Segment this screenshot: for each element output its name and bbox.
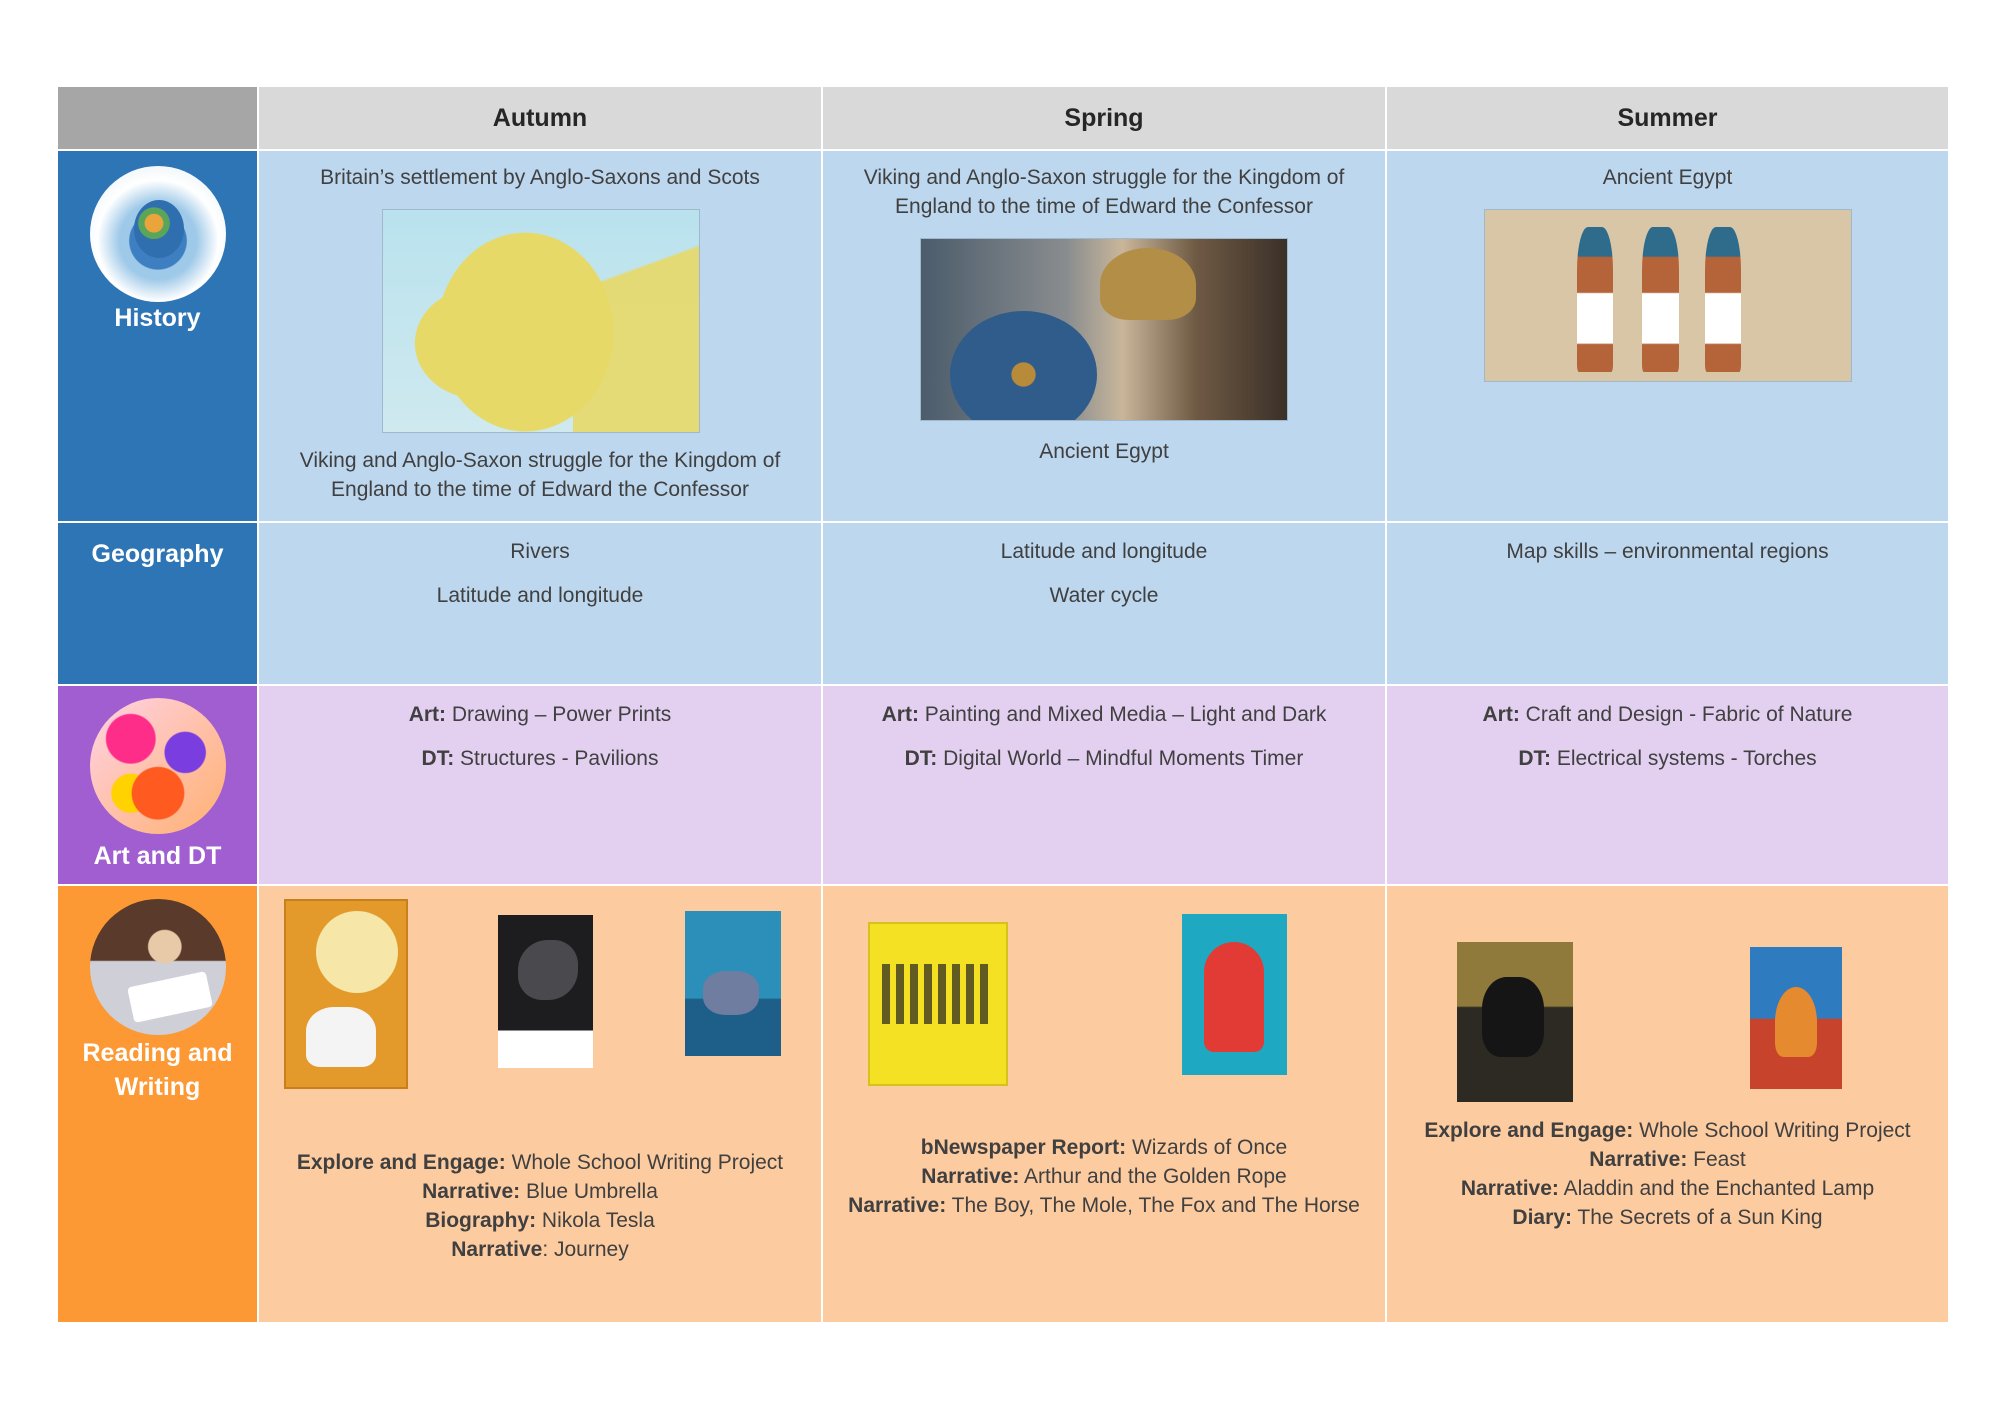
history-autumn-title: Britain’s settlement by Anglo-Saxons and Scots bbox=[320, 166, 760, 189]
art-dt-spring bbox=[823, 686, 1387, 886]
geography-side bbox=[58, 523, 259, 686]
header-autumn: Autumn bbox=[259, 87, 823, 151]
art-autumn-text: Drawing – Power Prints bbox=[446, 703, 672, 726]
art-dt-label: Art and DT bbox=[93, 842, 222, 870]
dt-autumn-text: Structures - Pavilions bbox=[454, 747, 659, 770]
reading-autumn bbox=[259, 886, 823, 1324]
geography-spring-1: Latitude and longitude bbox=[1000, 540, 1208, 563]
reading-writing-label bbox=[58, 1036, 257, 1104]
art-dt-side bbox=[58, 686, 259, 886]
reading-summer-item: Diary: The Secrets of a Sun King bbox=[1512, 1206, 1823, 1229]
book-cover-varjak-paw bbox=[1457, 942, 1573, 1102]
art-spring bbox=[823, 700, 1385, 729]
art-dt-summer bbox=[1387, 686, 1950, 886]
art-autumn bbox=[259, 700, 821, 729]
corner-header bbox=[58, 87, 259, 151]
reading-summer-list bbox=[1387, 1116, 1948, 1232]
history-autumn-subtitle-line2: England to the time of Edward the Confessor bbox=[331, 478, 749, 501]
book-cover-land-of-roar bbox=[1750, 947, 1842, 1089]
header-spring: Spring bbox=[823, 87, 1387, 151]
history-spring-title bbox=[823, 163, 1385, 221]
geography-spring-2: Water cycle bbox=[1049, 584, 1159, 607]
reading-writing-side bbox=[58, 886, 259, 1324]
history-side bbox=[58, 151, 259, 523]
history-spring-title-line2: England to the time of Edward the Confessor bbox=[895, 195, 1313, 218]
history-summer-title: Ancient Egypt bbox=[1602, 166, 1733, 189]
viking-battle-image bbox=[920, 238, 1288, 421]
history-autumn-subtitle-line1: Viking and Anglo-Saxon struggle for the Kingdom of bbox=[299, 449, 781, 472]
curriculum-table bbox=[58, 87, 1950, 1324]
dt-autumn bbox=[259, 744, 821, 773]
reading-autumn-item: Explore and Engage: Whole School Writing Project bbox=[296, 1151, 784, 1174]
book-cover-queens-nose bbox=[284, 899, 408, 1089]
geography-autumn-2: Latitude and longitude bbox=[436, 584, 644, 607]
art-spring-text: Painting and Mixed Media – Light and Dark bbox=[918, 703, 1327, 726]
dt-prefix: DT: bbox=[1518, 747, 1551, 770]
dt-spring bbox=[823, 744, 1385, 773]
paint-splash-icon bbox=[90, 698, 226, 834]
history-summer bbox=[1387, 151, 1950, 523]
reading-spring-item: Narrative: Arthur and the Golden Rope bbox=[921, 1165, 1287, 1188]
book-cover-boy-at-back-of-class bbox=[1182, 914, 1287, 1075]
dt-summer bbox=[1387, 744, 1948, 773]
history-autumn-subtitle bbox=[259, 446, 821, 504]
reading-autumn-list bbox=[259, 1148, 821, 1264]
reading-summer-item: Narrative: Aladdin and the Enchanted Lamp bbox=[1460, 1177, 1875, 1200]
book-cover-the-raven bbox=[498, 915, 593, 1068]
geography-spring bbox=[823, 523, 1387, 686]
reading-spring bbox=[823, 886, 1387, 1324]
art-summer bbox=[1387, 700, 1948, 729]
geography-autumn-1: Rivers bbox=[510, 540, 570, 563]
reading-writing-label-line1: Reading and bbox=[82, 1039, 233, 1067]
reading-autumn-item: Narrative: Blue Umbrella bbox=[422, 1180, 658, 1203]
writing-hand-icon bbox=[90, 899, 226, 1035]
history-spring-title-line1: Viking and Anglo-Saxon struggle for the Kingdom of bbox=[863, 166, 1345, 189]
reading-spring-item: Narrative: The Boy, The Mole, The Fox and The Horse bbox=[848, 1194, 1360, 1217]
art-prefix: Art: bbox=[881, 703, 919, 726]
egyptian-painting-image bbox=[1484, 209, 1852, 382]
dt-prefix: DT: bbox=[421, 747, 455, 770]
reading-autumn-item: Biography: Nikola Tesla bbox=[425, 1209, 655, 1232]
reading-writing-label-line2: Writing bbox=[114, 1073, 201, 1101]
book-cover-young-gifted-black bbox=[868, 922, 1008, 1086]
art-prefix: Art: bbox=[1482, 703, 1520, 726]
history-spring bbox=[823, 151, 1387, 523]
reading-spring-item: bNewspaper Report: Wizards of Once bbox=[920, 1136, 1288, 1159]
dt-spring-text: Digital World – Mindful Moments Timer bbox=[937, 747, 1304, 770]
art-prefix: Art: bbox=[408, 703, 447, 726]
dt-prefix: DT: bbox=[904, 747, 938, 770]
geography-summer-1: Map skills – environmental regions bbox=[1506, 540, 1829, 563]
header-summer: Summer bbox=[1387, 87, 1950, 151]
reading-summer-item: Narrative: Feast bbox=[1589, 1148, 1746, 1171]
history-label: History bbox=[114, 304, 201, 332]
art-dt-autumn bbox=[259, 686, 823, 886]
history-spring-subtitle: Ancient Egypt bbox=[1039, 440, 1169, 463]
globe-icon bbox=[90, 166, 226, 302]
reading-spring-list bbox=[823, 1133, 1385, 1220]
reading-summer-item: Explore and Engage: Whole School Writing Project bbox=[1424, 1119, 1911, 1142]
geography-autumn bbox=[259, 523, 823, 686]
art-summer-text: Craft and Design - Fabric of Nature bbox=[1519, 703, 1853, 726]
book-cover-girl-who-stole-elephant bbox=[685, 911, 781, 1056]
geography-label: Geography bbox=[91, 540, 224, 568]
reading-summer bbox=[1387, 886, 1950, 1324]
dt-summer-text: Electrical systems - Torches bbox=[1550, 747, 1817, 770]
anglo-saxon-map-image bbox=[382, 209, 700, 433]
reading-autumn-item: Narrative: Journey bbox=[451, 1238, 629, 1261]
history-autumn bbox=[259, 151, 823, 523]
geography-summer bbox=[1387, 523, 1950, 686]
